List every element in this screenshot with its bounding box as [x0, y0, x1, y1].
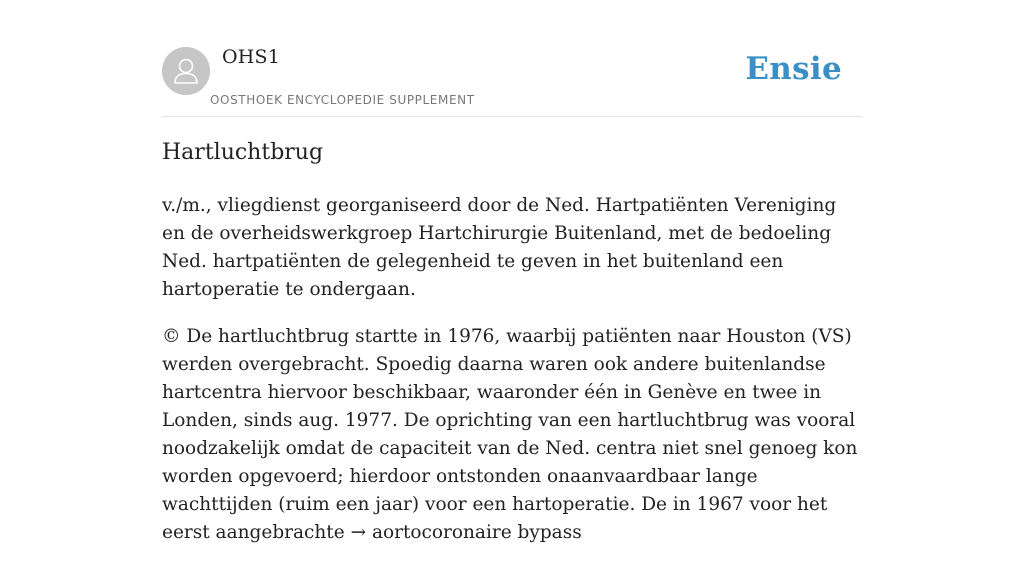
source-subtitle[interactable]: OOSTHOEK ENCYCLOPEDIE SUPPLEMENT: [210, 93, 475, 107]
avatar[interactable]: [162, 47, 210, 95]
user-icon: [162, 47, 210, 95]
username[interactable]: OHS1: [222, 46, 281, 68]
paragraph: v./m., vliegdienst georganiseerd door de Ned. Hartpatiënten Vereniging en de overheidswerkgroep Hartchirurgie Buitenland, met de bedoeling Ned. hartpatiënten de gelegenheid te geven in het buitenland een hartoperatie te ondergaan.: [162, 195, 837, 300]
article-title: Hartluchtbrug: [162, 140, 324, 165]
paragraph: © De hartluchtbrug startte in 1976, waarbij patiënten naar Houston (VS) werden overgebracht. Spoedig daarna waren ook andere buitenlandse hartcentra hiervoor beschikbaar, waaronder één in Genève en twee in Londen, sinds aug. 1977. De oprichting van een hartluchtbrug was vooral noodzakelijk omdat de capaciteit van de Ned. centra niet snel genoeg kon worden opgevoerd; hierdoor ontstonden onaanvaardbaar lange wachttijden (ruim een jaar) voor een hartoperatie. De in 1967 voor het eerst aangebrachte → aortocoronaire bypass: [162, 326, 858, 543]
header: [162, 0, 862, 117]
brand-logo[interactable]: Ensie: [745, 51, 842, 87]
article-body: [162, 192, 862, 566]
